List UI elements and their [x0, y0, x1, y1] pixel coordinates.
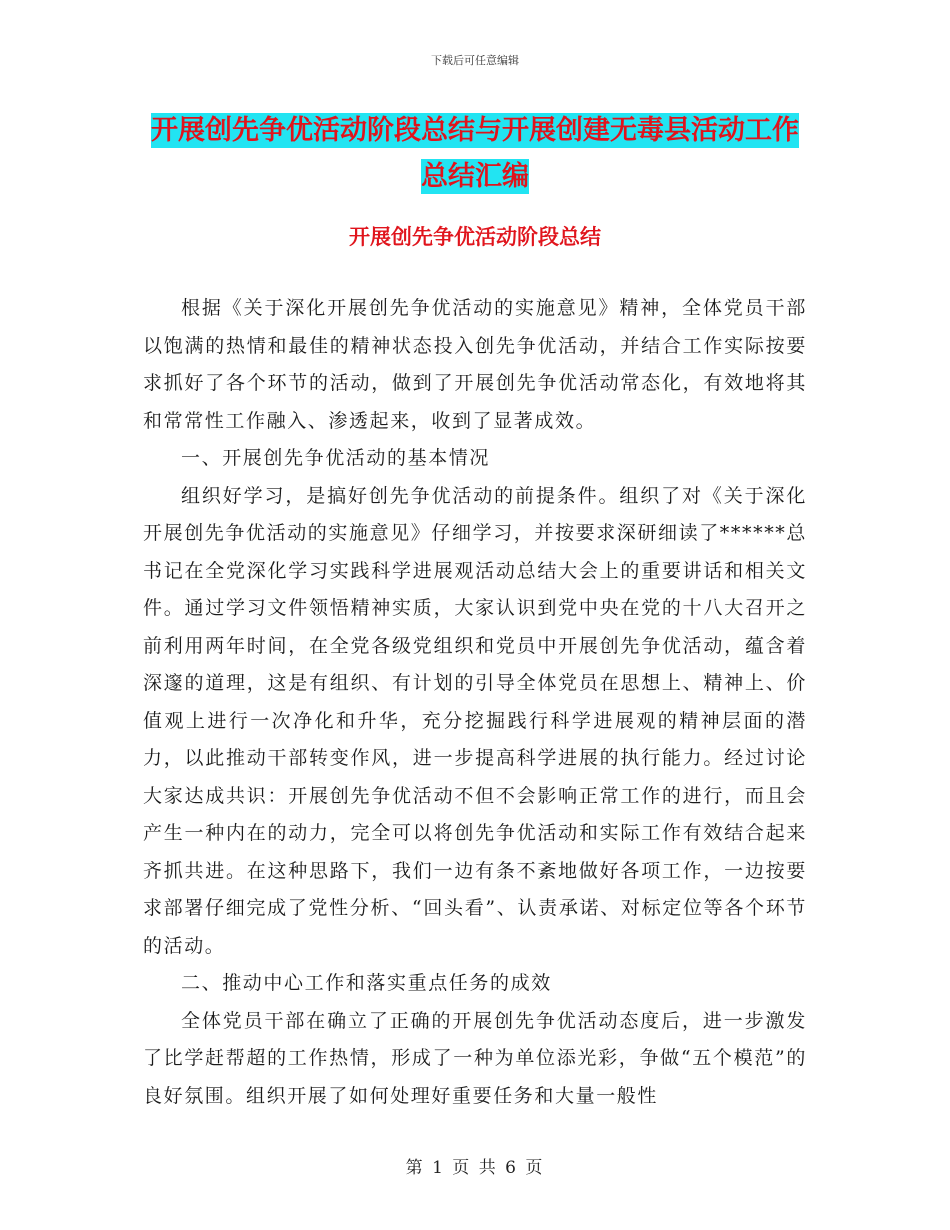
document-title — [140, 108, 810, 200]
paragraph: 组织好学习，是搞好创先争优活动的前提条件。组织了对《关于深化开展创先争优活动的实施意见》仔细学习，并按要求深研细读了******总书记在全党深化学习实践科学进展观活动总结大会上的重要讲话和相关文件。通过学习文件领悟精神实质，大家认识到党中央在党的十八大召开之前利用两年时间，在全党各级党组织和党员中开展创先争优活动，蕴含着深邃的道理，这是有组织、有计划的引导全体党员在思想上、精神上、价值观上进行一次净化和升华，充分挖掘践行科学进展观的精神层面的潜力，以此推动干部转变作风，进一步提高科学进展的执行能力。经过讨论大家达成共识：开展创先争优活动不但不会影响正常工作的进行，而且会产生一种内在的动力，完全可以将创先争优活动和实际工作有效结合起来齐抓共进。在这种思路下，我们一边有条不紊地做好各项工作，一边按要求部署仔细完成了党性分析、“回头看”、认责承诺、对标定位等各个环节的活动。 — [143, 484, 808, 957]
paragraph: 全体党员干部在确立了正确的开展创先争优活动态度后，进一步激发了比学赶帮超的工作热情，形成了一种为单位添光彩，争做“五个模范”的良好氛围。组织开展了如何处理好重要任务和大量一般性 — [143, 1009, 807, 1107]
page-number: 第 1 页 共 6 页 — [405, 1158, 545, 1178]
section-heading: 二、推动中心工作和落实重点任务的成效 — [181, 972, 552, 994]
document-body — [143, 290, 807, 1115]
document-title-text: 开展创先争优活动阶段总结与开展创建无毒县活动工作总结汇编 — [151, 115, 799, 192]
section-title: 开展创先争优活动阶段总结 — [349, 225, 601, 249]
section-heading: 一、开展创先争优活动的基本情况 — [181, 447, 491, 469]
paragraph: 根据《关于深化开展创先争优活动的实施意见》精神，全体党员干部以饱满的热情和最佳的精神状态投入创先争优活动，并结合工作实际按要求抓好了各个环节的活动，做到了开展创先争优活动常态化，有效地将其和常常性工作融入、渗透起来，收到了显著成效。 — [143, 297, 807, 432]
header-note: 下载后可任意编辑 — [431, 54, 519, 67]
